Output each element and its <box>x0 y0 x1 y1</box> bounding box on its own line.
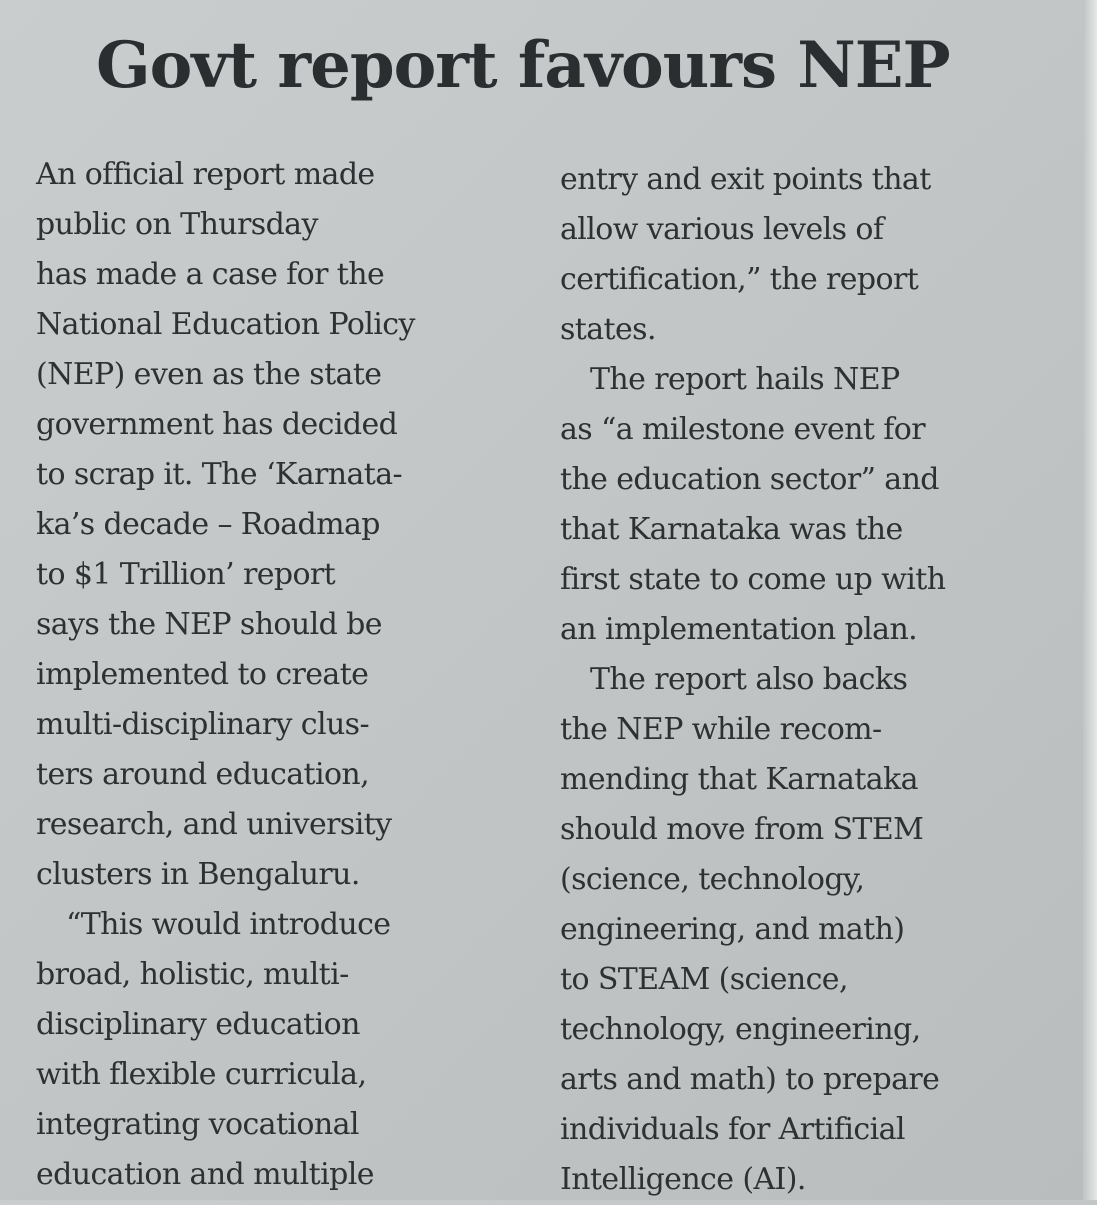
text-line: ters around education, <box>36 757 370 792</box>
text-line: disciplinary education <box>36 1007 360 1042</box>
text-line: broad, holistic, multi- <box>36 957 349 992</box>
paragraph-start-line: The report hails NEP <box>590 362 900 397</box>
text-line: (science, technology, <box>560 862 865 897</box>
headline: Govt report favours NEP <box>96 28 950 103</box>
text-line: mending that Karnataka <box>560 762 918 797</box>
text-line: An official report made <box>36 157 375 192</box>
text-line: government has decided <box>36 407 398 442</box>
text-line: an implementation plan. <box>560 612 918 647</box>
text-line: the education sector” and <box>560 462 939 497</box>
text-line: to $1 Trillion’ report <box>36 557 336 592</box>
text-line: to scrap it. The ‘Karnata- <box>36 457 403 492</box>
article-column-right <box>560 155 1050 1205</box>
text-line: National Education Policy <box>36 307 415 342</box>
text-line: entry and exit points that <box>560 162 931 197</box>
text-line: ka’s decade – Roadmap <box>36 507 380 542</box>
text-line: that Karnataka was the <box>560 512 903 547</box>
text-line: implemented to create <box>36 657 369 692</box>
text-line: Intelligence (AI). <box>560 1162 806 1197</box>
text-line: clusters in Bengaluru. <box>36 857 360 892</box>
text-line: multi-disciplinary clus- <box>36 707 370 742</box>
text-line: as “a milestone event for <box>560 412 925 447</box>
text-line: individuals for Artificial <box>560 1112 905 1147</box>
text-line: certification,” the report <box>560 262 919 297</box>
text-line: engineering, and math) <box>560 912 905 947</box>
text-line: integrating vocational <box>36 1107 359 1142</box>
text-line: says the NEP should be <box>36 607 382 642</box>
article-column-left <box>36 150 506 1200</box>
text-line: public on Thursday <box>36 207 318 242</box>
text-line: the NEP while recom- <box>560 712 882 747</box>
text-line: should move from STEM <box>560 812 924 847</box>
text-line: (NEP) even as the state <box>36 357 382 392</box>
text-line: research, and university <box>36 807 392 842</box>
text-line: states. <box>560 312 656 347</box>
paragraph-start-line: “This would introduce <box>66 907 391 942</box>
text-line: with flexible curricula, <box>36 1057 367 1092</box>
paragraph-start-line: The report also backs <box>590 662 908 697</box>
text-line: arts and math) to prepare <box>560 1062 940 1097</box>
text-line: has made a case for the <box>36 257 385 292</box>
text-line: first state to come up with <box>560 562 946 597</box>
text-line: allow various levels of <box>560 212 884 247</box>
text-line: education and multiple <box>36 1157 374 1192</box>
text-line: technology, engineering, <box>560 1012 921 1047</box>
paper-edge <box>1083 0 1097 1200</box>
text-line: to STEAM (science, <box>560 962 848 997</box>
